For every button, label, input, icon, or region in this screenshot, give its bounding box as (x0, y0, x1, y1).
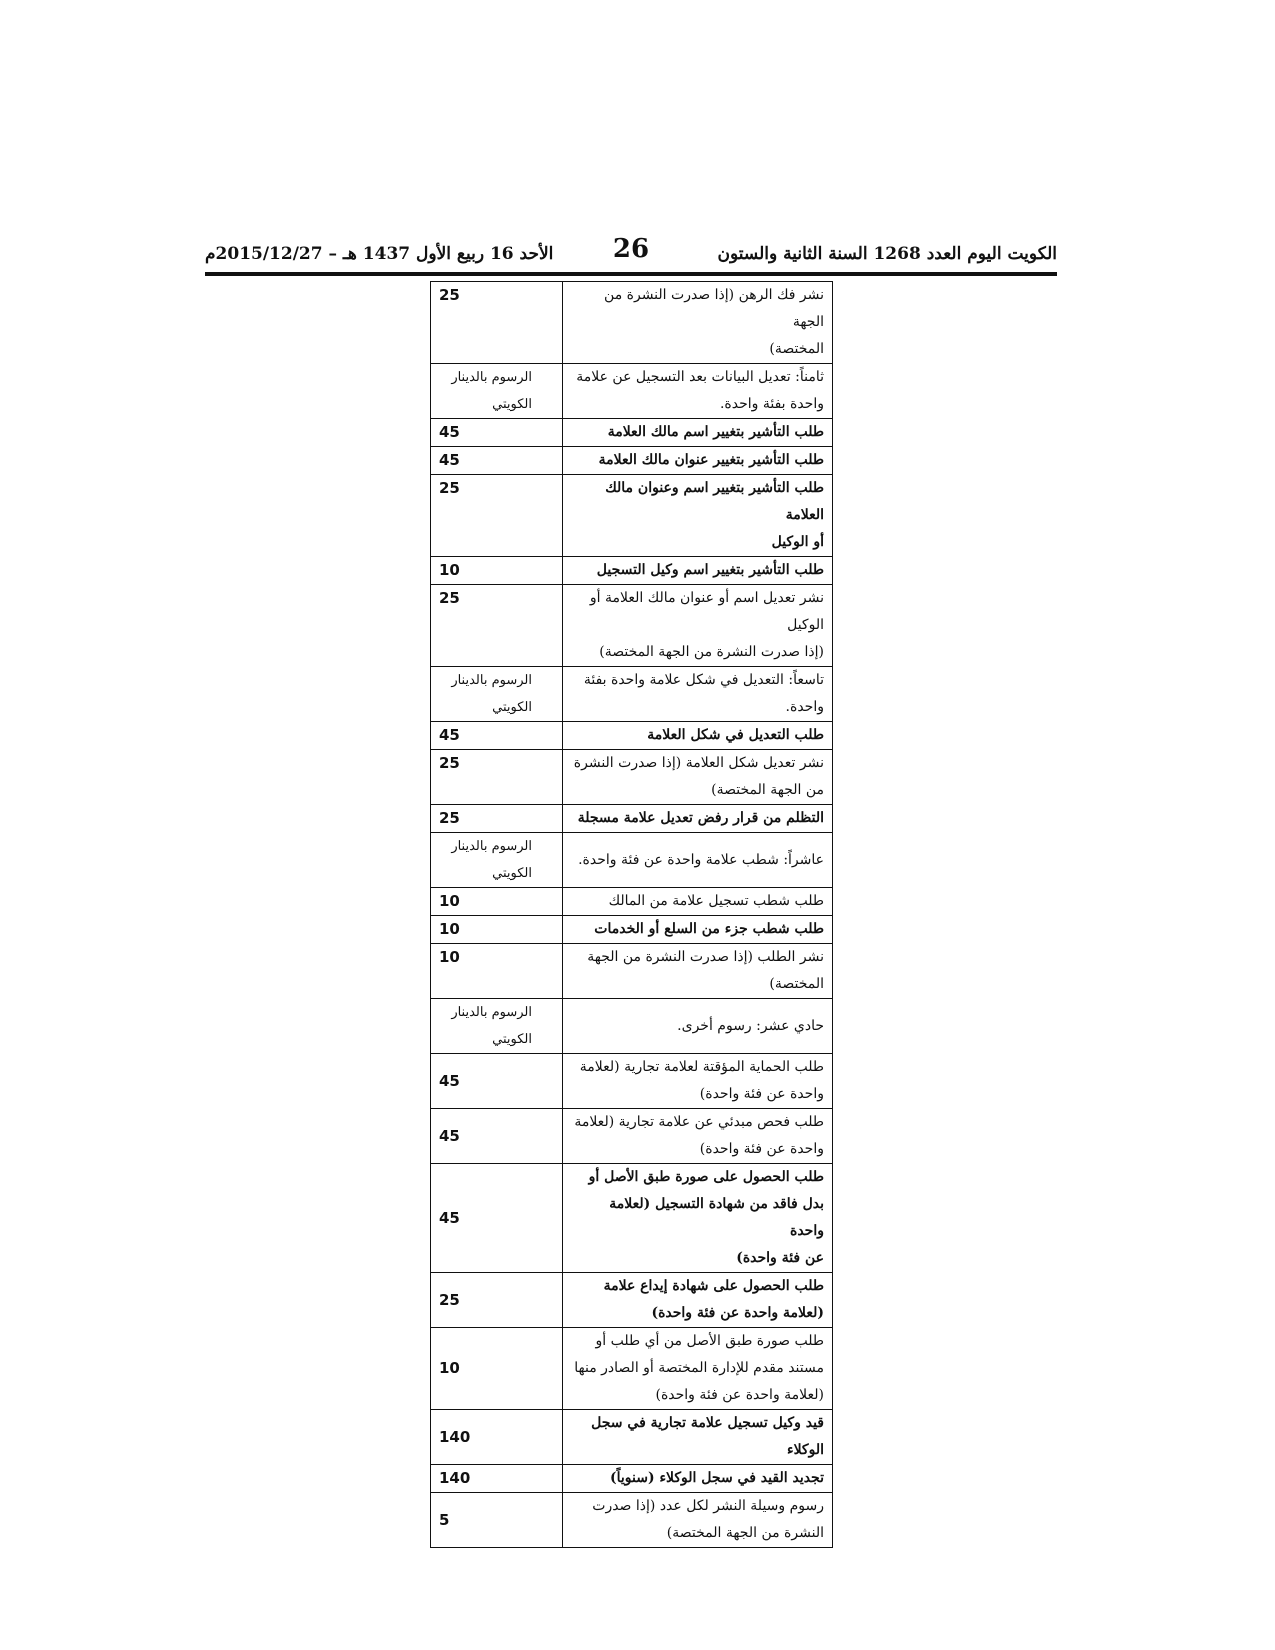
fee-amount: 25 (431, 1273, 563, 1328)
table-row (431, 585, 833, 667)
table-row (431, 944, 833, 999)
description-line: طلب التعديل في شكل العلامة (647, 727, 824, 743)
description-line: التظلم من قرار رفض تعديل علامة مسجلة (577, 810, 824, 826)
description-line: عن فئة واحدة) (736, 1250, 824, 1266)
table-row (431, 475, 833, 557)
fee-amount: 45 (431, 1109, 563, 1164)
fee-description (563, 1493, 833, 1548)
fee-description (563, 805, 833, 833)
table-row (431, 1109, 833, 1164)
table-row (431, 419, 833, 447)
page-number: 26 (612, 234, 650, 264)
fee-amount: 140 (431, 1465, 563, 1493)
table-row (431, 999, 833, 1054)
fee-description (563, 1328, 833, 1410)
description-line: طلب الحصول على صورة طبق الأصل أو (588, 1169, 824, 1185)
table-row (431, 1273, 833, 1328)
fee-description (563, 916, 833, 944)
description-line: طلب الحماية المؤقتة لعلامة تجارية (لعلامة (579, 1059, 824, 1075)
header-rule (205, 272, 1057, 276)
table-row (431, 888, 833, 916)
description-line: طلب شطب تسجيل علامة من المالك (608, 893, 824, 909)
description-line: مستند مقدم للإدارة المختصة أو الصادر منها (574, 1360, 824, 1376)
fee-amount: 45 (431, 419, 563, 447)
fee-amount: 10 (431, 916, 563, 944)
fee-description (563, 999, 833, 1054)
description-line: نشر تعديل اسم أو عنوان مالك العلامة أو (589, 590, 824, 606)
fee-description (563, 419, 833, 447)
table-row (431, 750, 833, 805)
description-line: طلب التأشير بتغيير اسم وكيل التسجيل (596, 562, 824, 578)
fee-amount: 25 (431, 282, 563, 364)
fee-description (563, 557, 833, 585)
table-row (431, 667, 833, 722)
description-line: واحدة عن فئة واحدة) (699, 1086, 824, 1102)
description-line: ثامناً: تعديل البيانات بعد التسجيل عن علامة (576, 369, 824, 385)
description-line: نشر فك الرهن (إذا صدرت النشرة من الجهة (604, 287, 824, 330)
fee-description (563, 1109, 833, 1164)
description-line: (إذا صدرت النشرة من الجهة المختصة) (599, 644, 824, 660)
description-line: الوكيل (787, 617, 824, 633)
fee-description (563, 833, 833, 888)
table-row (431, 447, 833, 475)
fee-amount: 25 (431, 475, 563, 557)
description-line: طلب الحصول على شهادة إيداع علامة (603, 1278, 824, 1294)
description-line: نشر الطلب (إذا صدرت النشرة من الجهة (587, 949, 824, 965)
table-row (431, 1465, 833, 1493)
description-line: طلب فحص مبدئي عن علامة تجارية (لعلامة (574, 1114, 824, 1130)
description-line: النشرة من الجهة المختصة) (666, 1525, 824, 1541)
fee-description (563, 1054, 833, 1109)
description-line: (لعلامة واحدة عن فئة واحدة) (651, 1305, 824, 1321)
description-line: المختصة) (769, 976, 824, 992)
fee-description (563, 1465, 833, 1493)
fee-amount: 10 (431, 1328, 563, 1410)
fee-description (563, 1410, 833, 1465)
fee-amount: 25 (431, 585, 563, 667)
fee-amount: 10 (431, 557, 563, 585)
fee-description (563, 475, 833, 557)
fee-amount: 45 (431, 722, 563, 750)
description-line: قيد وكيل تسجيل علامة تجارية في سجل (591, 1415, 824, 1431)
fee-description (563, 282, 833, 364)
description-line: حادي عشر: رسوم أخرى. (677, 1017, 824, 1034)
table-row (431, 1054, 833, 1109)
table-row (431, 364, 833, 419)
table-row (431, 282, 833, 364)
table-row (431, 1164, 833, 1273)
fee-description (563, 944, 833, 999)
description-line: طلب صورة طبق الأصل من أي طلب أو (595, 1333, 824, 1349)
fee-amount: 10 (431, 888, 563, 916)
fee-unit-label: الرسوم بالدينار الكويتي (431, 999, 563, 1054)
description-line: أو الوكيل (771, 534, 824, 550)
fee-amount: 25 (431, 750, 563, 805)
fee-description (563, 722, 833, 750)
description-line: واحدة. (785, 699, 824, 715)
description-line: طلب التأشير بتغيير اسم مالك العلامة (607, 424, 824, 440)
description-line: طلب التأشير بتغيير عنوان مالك العلامة (598, 452, 824, 468)
description-line: واحدة عن فئة واحدة) (699, 1141, 824, 1157)
description-line: طلب شطب جزء من السلع أو الخدمات (594, 921, 824, 937)
fee-description (563, 888, 833, 916)
page-header (205, 232, 1057, 268)
table-row (431, 1328, 833, 1410)
fee-amount: 10 (431, 944, 563, 999)
fee-amount: 45 (431, 447, 563, 475)
fee-description (563, 1273, 833, 1328)
table-row (431, 833, 833, 888)
table-row (431, 805, 833, 833)
fee-amount: 45 (431, 1164, 563, 1273)
fees-table (430, 281, 833, 1548)
fee-description (563, 1164, 833, 1273)
description-line: تجديد القيد في سجل الوكلاء (سنوياً) (609, 1470, 824, 1486)
fee-amount: 25 (431, 805, 563, 833)
table-row (431, 1493, 833, 1548)
header-issue-info: الكويت اليوم العدد 1268 السنة الثانية والستون (717, 244, 1057, 264)
description-line: رسوم وسيلة النشر لكل عدد (إذا صدرت (592, 1498, 824, 1514)
fee-amount: 5 (431, 1493, 563, 1548)
description-line: تاسعاً: التعديل في شكل علامة واحدة بفئة (583, 672, 824, 688)
fee-description (563, 364, 833, 419)
fee-unit-label: الرسوم بالدينار الكويتي (431, 833, 563, 888)
description-line: نشر تعديل شكل العلامة (إذا صدرت النشرة (573, 755, 824, 771)
description-line: المختصة) (769, 341, 824, 357)
table-row (431, 557, 833, 585)
fee-description (563, 750, 833, 805)
description-line: من الجهة المختصة) (711, 782, 824, 798)
description-line: واحدة بفئة واحدة. (719, 396, 824, 412)
table-row (431, 722, 833, 750)
table-row (431, 916, 833, 944)
fees-table-container (430, 281, 832, 1548)
description-line: عاشراً: شطب علامة واحدة عن فئة واحدة. (578, 851, 824, 868)
fee-amount: 140 (431, 1410, 563, 1465)
fee-unit-label: الرسوم بالدينار الكويتي (431, 667, 563, 722)
table-row (431, 1410, 833, 1465)
fee-description (563, 447, 833, 475)
description-line: بدل فاقد من شهادة التسجيل (لعلامة واحدة (609, 1196, 824, 1239)
description-line: طلب التأشير بتغيير اسم وعنوان مالك العلامة (605, 480, 824, 523)
description-line: الوكلاء (787, 1442, 824, 1458)
fee-unit-label: الرسوم بالدينار الكويتي (431, 364, 563, 419)
fee-description (563, 585, 833, 667)
fee-description (563, 667, 833, 722)
fee-amount: 45 (431, 1054, 563, 1109)
description-line: (لعلامة واحدة عن فئة واحدة) (655, 1387, 824, 1403)
header-date: الأحد 16 ربيع الأول 1437 هـ – 2015/12/27م (205, 244, 554, 264)
